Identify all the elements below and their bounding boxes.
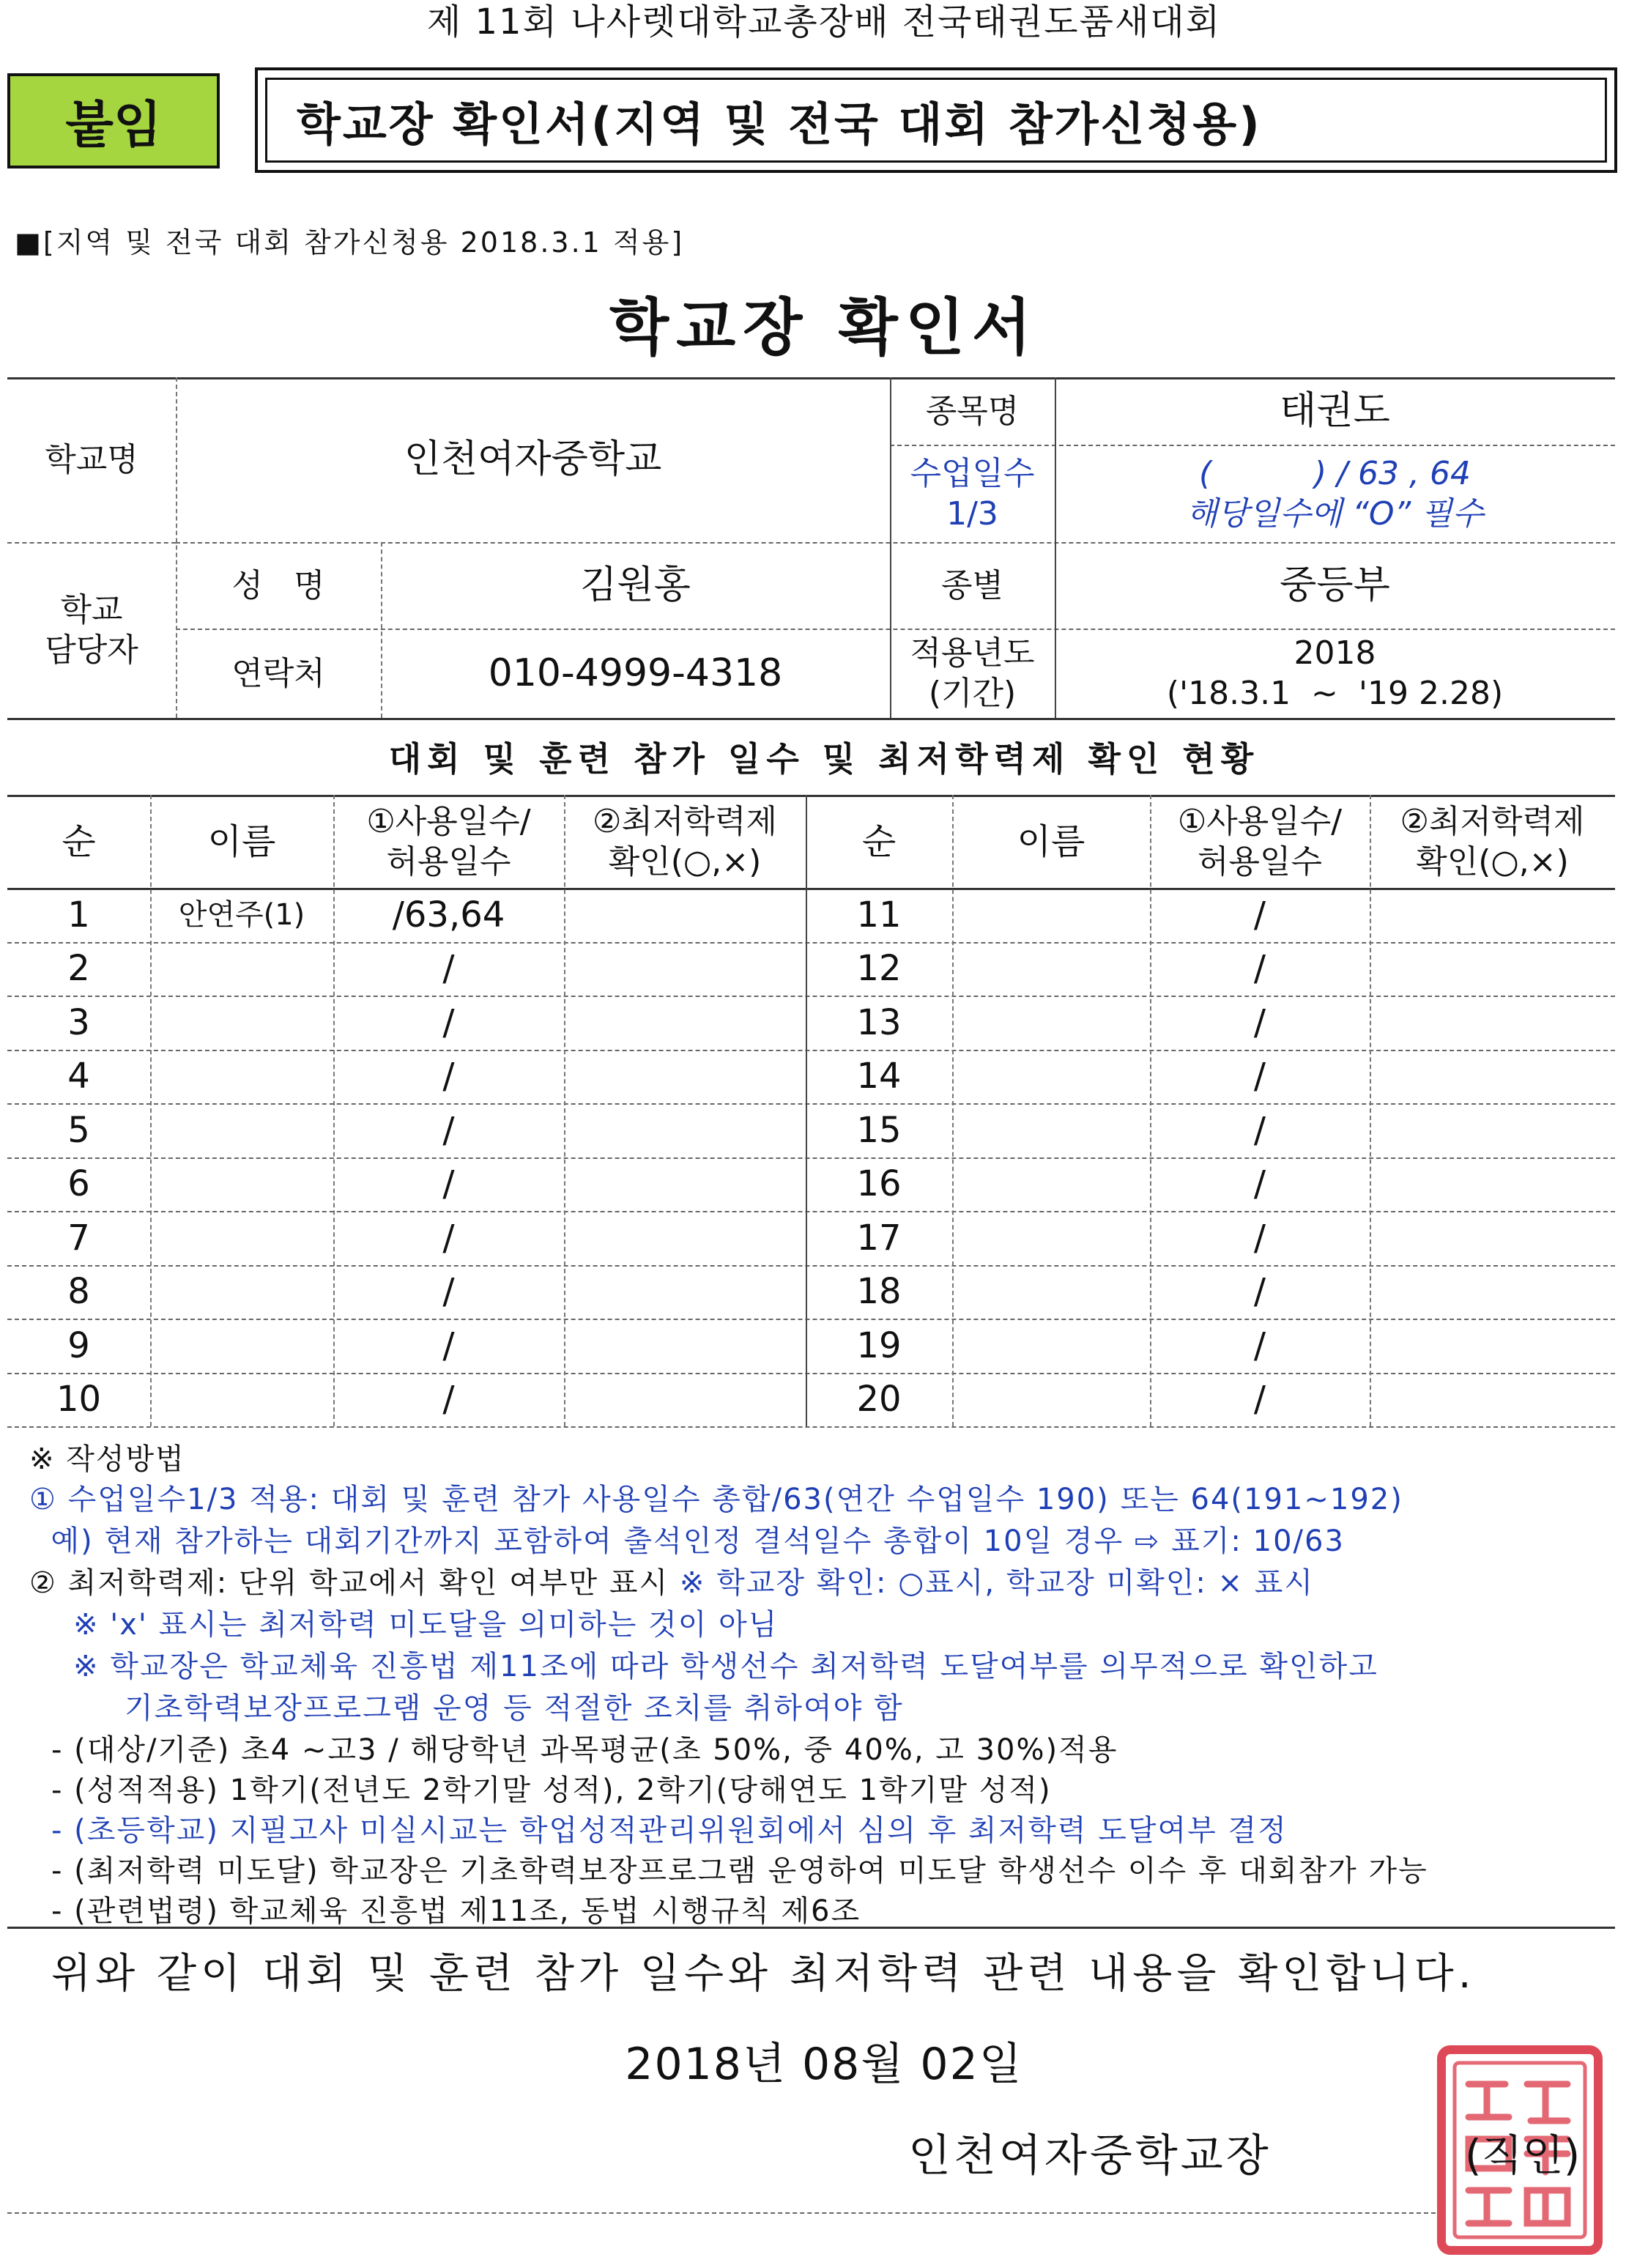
cell-no: 11 [856,894,902,935]
class-days-fraction: ( ) / 63 , 64 [1199,454,1471,492]
school-name: 인천여자중학교 [404,437,662,481]
cell-days: / [1253,1001,1266,1043]
cell-days: / [1253,1324,1266,1366]
manager-label-line2: 담당자 [45,631,138,669]
note-6: 기초학력보장프로그램 운영 등 적절한 조치를 취하여야 함 [125,1691,904,1725]
principal-signature-line: 인천여자중학교장 [908,2130,1272,2182]
cell-days: / [1253,1109,1266,1151]
cell-no: 18 [856,1271,902,1313]
cell-check [564,1265,806,1319]
cell-check [564,1319,806,1373]
cell-name [952,1265,1150,1319]
note-4: ※ 'x' 표시는 최저학력 미도달을 의미하는 것이 아님 [73,1608,779,1642]
cell-no: 9 [67,1324,90,1366]
cell-check [564,1373,806,1427]
cell-name [150,1103,333,1157]
cell-check [1370,1157,1615,1212]
attachment-badge: 붙임 [7,73,220,168]
cell-no: 5 [67,1109,90,1151]
manager-label-line1: 학교 [60,591,123,629]
cell-days: / [1253,948,1266,990]
cell-check [1370,888,1615,942]
note-5: ※ 학교장은 학교체육 진흥법 제11조에 따라 학생선수 최저학력 도달여부를 의무적으로 확인하고 [73,1650,1378,1683]
class-days-label-line1: 수업일수 [910,454,1035,492]
cell-name: 안연주(1) [178,897,305,932]
notes-heading: ※ 작성방법 [29,1442,185,1476]
sport-value: 태권도 [1280,388,1390,433]
document-title: 학교장 확인서 [609,292,1039,363]
header-days-right [1150,795,1370,888]
cell-name [952,1103,1150,1157]
cell-days: / [442,1379,455,1420]
cell-check [1370,1050,1615,1104]
note-3 [29,1560,1314,1601]
cell-check [564,942,806,996]
cell-no: 3 [67,1001,90,1043]
cell-days: / [442,1163,455,1205]
header-name-right: 이름 [1017,820,1085,862]
cell-no: 20 [856,1379,902,1420]
header-no-left: 순 [62,820,96,862]
header-days-left [333,795,564,888]
header-check-line1: ②최저학력제 [593,802,777,840]
cell-name [952,1373,1150,1427]
contact-value: 010-4999-4318 [488,651,783,695]
form-banner [255,67,1617,173]
manager-name: 김원홍 [580,563,691,607]
cell-no: 12 [856,948,902,990]
header-days-line2: 허용일수 [386,842,511,881]
cell-name [150,1050,333,1104]
note-9: - (초등학교) 지필고사 미실시교는 학업성적관리위원회에서 심의 후 최저학력 도달여부 결정 [51,1814,1288,1848]
cell-no: 15 [856,1109,902,1151]
header-check-right [1370,795,1615,888]
cell-check [1370,1103,1615,1157]
class-days-label [890,445,1055,542]
cell-name [150,1157,333,1212]
manager-label [7,542,176,718]
cell-check [1370,996,1615,1050]
cell-name [952,942,1150,996]
cell-name [150,1211,333,1265]
sport-label: 종목명 [925,392,1020,430]
class-days-value [1055,445,1615,542]
header-check-left [564,795,806,888]
cell-name [150,942,333,996]
cell-check [564,996,806,1050]
cell-name [150,996,333,1050]
cell-check [564,1103,806,1157]
header-name-left: 이름 [207,820,276,862]
cell-days: / [1253,1271,1266,1313]
name-label: 성 명 [231,566,325,604]
cell-days: / [442,1217,455,1259]
cell-no: 13 [856,1001,902,1043]
section-title: 대회 및 훈련 참가 일수 및 최저학력제 확인 현황 [388,739,1260,779]
cell-days: / [442,1109,455,1151]
cell-no: 7 [67,1217,90,1259]
note-3-mark: ※ 학교장 확인: ○표시, 학교장 미확인: × 표시 [679,1566,1315,1600]
cell-name [952,1157,1150,1212]
seal-label: (직인) [1465,2130,1581,2180]
cell-name [150,1373,333,1427]
cell-check [1370,1319,1615,1373]
school-label: 학교명 [45,441,138,478]
cell-days: /63,64 [392,894,505,935]
cell-days: / [442,948,455,990]
note-7: - (대상/기준) 초4 ~고3 / 해당학년 과목평균(초 50%, 중 40%, 고 30%)적용 [51,1733,1118,1767]
header-check-line2: 확인(○,×) [608,842,762,881]
year-value-line1: 2018 [1293,634,1376,672]
document-date: 2018년 08월 02일 [625,2039,1023,2090]
cell-no: 8 [67,1271,90,1313]
cell-name [150,1265,333,1319]
event-title: 제 11회 나사렛대학교총장배 전국태권도품새대회 [426,1,1222,42]
confirmation-statement: 위와 같이 대회 및 훈련 참가 일수와 최저학력 관련 내용을 확인합니다. [51,1950,1476,1998]
cell-name [952,888,1150,942]
contact-label: 연락처 [231,654,325,692]
cell-no: 1 [67,894,90,935]
note-8: - (성적적용) 1학기(전년도 2학기말 성적), 2학기(당해연도 1학기말 성적) [51,1774,1052,1807]
cell-name [952,996,1150,1050]
cell-days: / [442,1324,455,1366]
cell-name [952,1211,1150,1265]
cell-check [564,1211,806,1265]
cell-no: 4 [67,1056,90,1097]
notice-line: ■[지역 및 전국 대회 참가신청용 2018.3.1 적용] [15,226,685,259]
year-value [1055,629,1615,718]
year-label-line2: (기간) [928,675,1017,712]
note-10: - (최저학력 미도달) 학교장은 기초학력보장프로그램 운영하여 미도달 학생선수 이수 후 대회참가 가능 [51,1854,1428,1888]
year-label [890,629,1055,718]
cell-check [564,888,806,942]
cell-no: 14 [856,1056,902,1097]
cell-days: / [1253,1056,1266,1097]
cell-name [952,1319,1150,1373]
cell-days: / [442,1271,455,1313]
division-label: 종별 [940,566,1003,604]
division-value: 중등부 [1280,563,1390,607]
cell-check [1370,1265,1615,1319]
header-days-line2: 허용일수 [1197,842,1322,881]
cell-days: / [442,1001,455,1043]
cell-no: 6 [67,1163,90,1205]
cell-name [952,1050,1150,1104]
cell-no: 19 [856,1324,902,1366]
cell-check [564,1050,806,1104]
cell-check [1370,1373,1615,1427]
note-3-text: ② 최저학력제: 단위 학교에서 확인 여부만 표시 [29,1566,680,1600]
cell-days: / [1253,1379,1266,1420]
class-days-label-line2: 1/3 [946,494,998,533]
cell-check [1370,942,1615,996]
header-no-right: 순 [861,820,897,862]
header-check-line1: ②최저학력제 [1400,802,1585,840]
cell-no: 2 [67,948,90,990]
cell-no: 17 [856,1217,902,1259]
note-1: ① 수업일수1/3 적용: 대회 및 훈련 참가 사용일수 총합/63(연간 수업일수 190) 또는 64(191~192) [29,1483,1403,1516]
header-days-line1: ①사용일수/ [366,802,531,840]
note-11: - (관련법령) 학교체육 진흥법 제11조, 동법 시행규칙 제6조 [51,1894,861,1928]
cell-check [564,1157,806,1212]
cell-check [1370,1211,1615,1265]
cell-days: / [442,1056,455,1097]
cell-days: / [1253,894,1266,935]
cell-no: 10 [56,1379,102,1420]
year-label-line1: 적용년도 [910,634,1035,672]
cell-no: 16 [856,1163,902,1205]
header-days-line1: ①사용일수/ [1177,802,1343,840]
year-value-line2: ('18.3.1 ~ '19 2.28) [1166,675,1504,712]
banner-title: 학교장 확인서(지역 및 전국 대회 참가신청용) [265,78,1607,163]
header-check-line2: 확인(○,×) [1416,842,1569,881]
class-days-required: 해당일수에 “O” 필수 [1186,494,1484,533]
note-2: 예) 현재 참가하는 대회기간까지 포함하여 출석인정 결석일수 총합이 10일 경우 ⇨ 표기: 10/63 [29,1524,1345,1558]
cell-days: / [1253,1163,1266,1205]
cell-days: / [1253,1217,1266,1259]
cell-name [150,1319,333,1373]
